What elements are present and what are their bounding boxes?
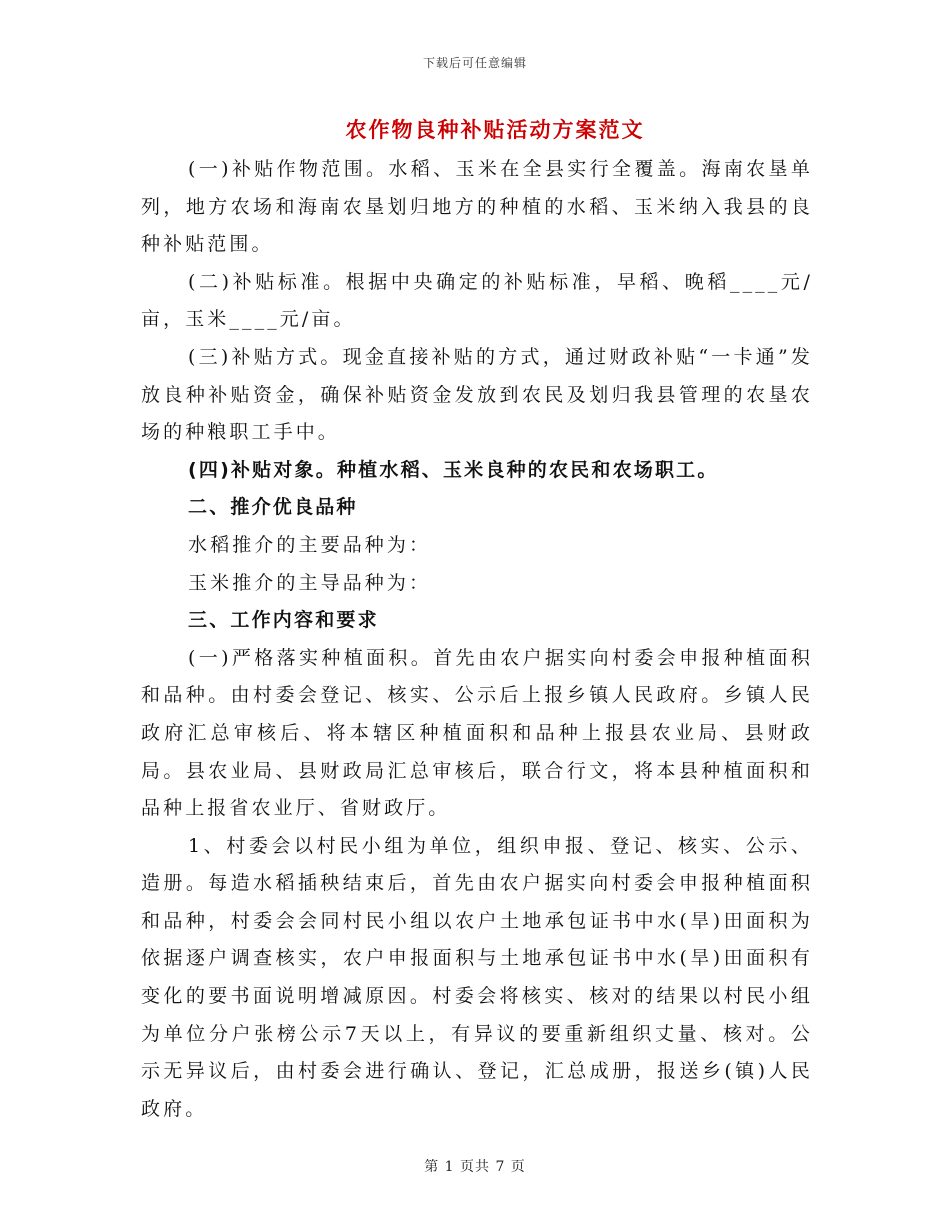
paragraph-subsidy-standard: (二)补贴标准。根据中央确定的补贴标准，早稻、晚稻____元/亩，玉米____元/亩。: [141, 270, 813, 331]
document-title: 农作物良种补贴活动方案范文: [345, 118, 645, 142]
paragraph-rice-varieties: 水稻推介的主要品种为：: [188, 533, 432, 556]
page-number: 第 1 页共 7 页: [424, 1159, 526, 1175]
paragraph-subsidy-method: (三)补贴方式。现金直接补贴的方式，通过财政补贴“一卡通”发放良种补贴资金，确保补贴资金发放到农民及划归我县管理的农垦农场的种粮职工手中。: [141, 345, 813, 444]
section-heading-work: 三、工作内容和要求: [188, 609, 379, 632]
header-note: 下载后可任意编辑: [422, 56, 527, 70]
document-body: [141, 151, 813, 1128]
paragraph-subsidy-scope: (一)补贴作物范围。水稻、玉米在全县实行全覆盖。海南农垦单列，地方农场和海南农垦划归地方的种植的水稻、玉米纳入我县的良种补贴范围。: [141, 158, 813, 256]
paragraph-village-procedure: 1、村委会以村民小组为单位，组织申报、登记、核实、公示、造册。每造水稻插秧结束后，首先由农户据实向村委会申报种植面积和品种，村委会会同村民小组以农户土地承包证书中水(旱)田面积为依据逐户调查核实，农户申报面积与土地承包证书中水(旱)田面积有变化的要书面说明增减原因。村委会将核实、核对的结果以村民小组为单位分户张榜公示7天以上，有异议的要重新组织丈量、核对。公示无异议后，由村委会进行确认、登记，汇总成册，报送乡(镇)人民政府。: [141, 834, 813, 1120]
section-heading-varieties: 二、推介优良品种: [188, 496, 358, 519]
paragraph-corn-varieties: 玉米推介的主导品种为：: [188, 571, 432, 594]
paragraph-planting-area: (一)严格落实种植面积。首先由农户据实向村委会申报种植面积和品种。由村委会登记、核实、公示后上报乡镇人民政府。乡镇人民政府汇总审核后、将本辖区种植面积和品种上报县农业局、县财政局。县农业局、县财政局汇总审核后，联合行文，将本县种植面积和品种上报省农业厅、省财政厅。: [141, 646, 813, 820]
paragraph-subsidy-target: (四)补贴对象。种植水稻、玉米良种的农民和农场职工。: [188, 458, 719, 481]
